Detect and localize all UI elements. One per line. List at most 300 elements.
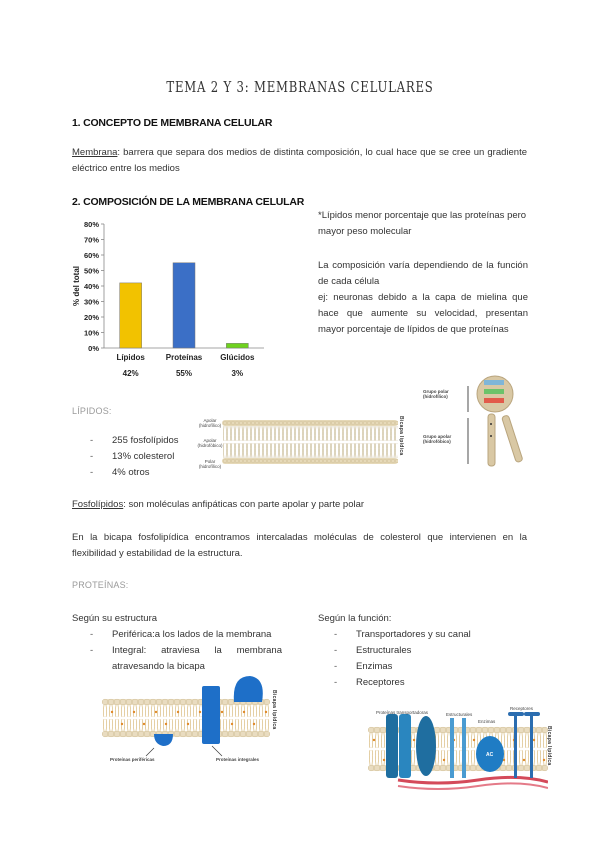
lipid-head: [374, 727, 380, 733]
lipid-head: [279, 421, 283, 425]
lipid-tail: [228, 443, 231, 458]
lipid-head: [506, 727, 512, 733]
lipid-head: [371, 459, 375, 463]
lipid-head: [267, 421, 271, 425]
bar-1: [173, 263, 195, 348]
lipid-tail: [300, 426, 303, 441]
transporter-1b: [399, 714, 411, 778]
transporter-2: [416, 716, 436, 776]
lipid-tail: [370, 733, 373, 748]
bicapa-paragraph: En la bicapa fosfolipídica encontramos intercaladas moléculas de colesterol que intervienen en la flexibilidad y estabilidad de la estructura.: [72, 532, 527, 559]
lipid-head: [307, 459, 311, 463]
lipid-tail: [308, 443, 311, 458]
lipid-head: [222, 731, 228, 737]
lipid-head: [368, 765, 374, 771]
lipid-tail: [224, 719, 227, 731]
y-tick-label: 50%: [83, 266, 99, 276]
lipid-tail: [316, 443, 319, 458]
lipid-head: [295, 421, 299, 425]
lipid-head: [132, 699, 138, 705]
cholesterol-dot: [265, 711, 267, 713]
lipid-tail: [436, 750, 439, 765]
lipid-tail: [152, 705, 155, 717]
lipid-tail: [260, 426, 263, 441]
integral-proteins-label: Proteínas integrales: [216, 757, 260, 762]
lipid-head: [440, 727, 446, 733]
lipid-tail: [116, 705, 119, 717]
lipid-head: [228, 699, 234, 705]
category-label: Glúcidos: [220, 353, 255, 362]
lipid-head: [367, 459, 371, 463]
lipid-head: [180, 731, 186, 737]
lipid-head: [307, 421, 311, 425]
data-label: 55%: [175, 369, 193, 378]
lipid-tail: [128, 705, 131, 717]
lipid-tail: [164, 705, 167, 717]
lipid-head: [287, 459, 291, 463]
lipidos-heading: LÍPIDOS:: [72, 406, 112, 416]
lipid-head: [380, 727, 386, 733]
lipid-tail: [146, 705, 149, 717]
lipid-tail: [384, 443, 387, 458]
lipid-head: [319, 421, 323, 425]
lipid-tail: [340, 426, 343, 441]
lipid-tail: [320, 443, 323, 458]
lipid-head: [343, 421, 347, 425]
lipid-head: [343, 459, 347, 463]
lipid-tail: [240, 426, 243, 441]
lipid-head: [264, 731, 270, 737]
cytoskeleton: [398, 783, 548, 789]
lipid-head: [488, 727, 494, 733]
lipid-head: [102, 699, 108, 705]
function-list: [334, 627, 471, 691]
lipid-tail: [104, 705, 107, 717]
cholesterol-dot: [253, 723, 255, 725]
lipid-head: [331, 459, 335, 463]
lipid-tail: [288, 443, 291, 458]
lipid-tail: [104, 719, 107, 731]
lipid-head: [255, 459, 259, 463]
lipid-tail: [356, 426, 359, 441]
lipid-tail: [242, 719, 245, 731]
lipid-tail: [382, 733, 385, 748]
lipid-tail: [382, 750, 385, 765]
lipid-head: [303, 459, 307, 463]
composition-bar-chart: [68, 212, 278, 382]
lipid-head: [363, 459, 367, 463]
cholesterol-dot: [413, 739, 415, 741]
lipid-tail: [472, 750, 475, 765]
lipid-head: [186, 731, 192, 737]
lipid-tail: [194, 705, 197, 717]
lipid-tail: [508, 750, 511, 765]
proteinas-heading: PROTEÍNAS:: [72, 580, 129, 590]
lipid-head: [271, 459, 275, 463]
cholesterol-dot: [111, 711, 113, 713]
note-composicion: La composición varía dependiendo de la función de cada célula: [318, 260, 528, 287]
lipid-head: [391, 459, 395, 463]
lipid-head: [359, 421, 363, 425]
lipid-tail: [260, 705, 263, 717]
section-1-heading: 1. CONCEPTO DE MEMBRANA CELULAR: [72, 117, 273, 129]
lipid-head: [243, 459, 247, 463]
lipid-tail: [388, 443, 391, 458]
lipid-tail: [352, 426, 355, 441]
lipid-head: [536, 765, 542, 771]
list-item: - Estructurales: [334, 643, 471, 659]
lipid-tail: [176, 719, 179, 731]
lipid-tail: [252, 426, 255, 441]
lipid-head: [138, 731, 144, 737]
lipid-head: [315, 459, 319, 463]
lipid-tail: [376, 733, 379, 748]
lipid-head: [168, 699, 174, 705]
lipid-tail: [268, 426, 271, 441]
lipid-tail: [368, 426, 371, 441]
lipid-head: [255, 421, 259, 425]
lipid-tail: [296, 426, 299, 441]
lipid-tail: [412, 750, 415, 765]
lipid-head: [375, 421, 379, 425]
lipid-tail: [140, 705, 143, 717]
lipid-tail: [228, 426, 231, 441]
lipid-head: [536, 727, 542, 733]
list-item: - Periférica:a los lados de la membrana: [90, 627, 282, 643]
lipid-tail: [520, 750, 523, 765]
lipid-tail: [352, 443, 355, 458]
lipid-tail: [324, 443, 327, 458]
lipid-head: [247, 459, 251, 463]
lipid-tail: [248, 705, 251, 717]
y-tick-label: 20%: [83, 313, 99, 322]
lipid-head: [506, 765, 512, 771]
category-label: Lípidos: [116, 353, 145, 362]
lipid-head: [291, 459, 295, 463]
structure-list: [90, 627, 282, 675]
apolar-group-label: Grupo apolar (hidrofóbico): [423, 434, 452, 444]
lipid-tail: [332, 426, 335, 441]
lipid-head: [263, 421, 267, 425]
lipid-tail: [264, 426, 267, 441]
cholesterol-dot: [121, 723, 123, 725]
lipid-head: [186, 699, 192, 705]
lipid-head: [355, 421, 359, 425]
lipid-tail: [392, 426, 395, 441]
cholesterol-dot: [523, 759, 525, 761]
lipid-tail: [376, 426, 379, 441]
lipid-tail: [232, 426, 235, 441]
lipid-head: [243, 421, 247, 425]
lipid-head: [267, 459, 271, 463]
receptor-2: [530, 714, 533, 778]
lipid-head: [494, 727, 500, 733]
lipid-head: [335, 459, 339, 463]
lipid-head: [283, 459, 287, 463]
lipid-head: [126, 699, 132, 705]
lipid-tail: [324, 426, 327, 441]
structure-title: Según su estructura: [72, 613, 158, 624]
lipid-head: [383, 459, 387, 463]
cholesterol-dot: [199, 711, 201, 713]
protein-function-diagram: [368, 706, 548, 798]
lipid-tail: [232, 443, 235, 458]
receptor-head: [508, 712, 524, 716]
lipid-head: [299, 459, 303, 463]
lipid-head: [331, 421, 335, 425]
cholesterol-dot: [443, 759, 445, 761]
lipid-tail: [280, 443, 283, 458]
lipid-head: [524, 765, 530, 771]
lipid-tail: [240, 443, 243, 458]
lipid-head: [379, 459, 383, 463]
lipid-tail: [360, 443, 363, 458]
enzymes-label: Enzimas: [478, 719, 496, 724]
lipid-tail: [336, 443, 339, 458]
lipid-head: [380, 765, 386, 771]
lipid-head: [470, 727, 476, 733]
lipid-tail: [236, 443, 239, 458]
lipid-tail: [356, 443, 359, 458]
lipid-head: [231, 459, 235, 463]
lipid-tail: [348, 426, 351, 441]
lipid-tail: [248, 443, 251, 458]
lipid-head: [114, 699, 120, 705]
peripheral-protein: [154, 734, 173, 746]
lipid-head: [323, 421, 327, 425]
lipid-head: [391, 421, 395, 425]
lipid-head: [234, 731, 240, 737]
lipid-tail: [442, 750, 445, 765]
list-item: - 13% colesterol: [90, 449, 179, 465]
lipid-head: [368, 727, 374, 733]
lipid-head: [228, 731, 234, 737]
lipid-head: [162, 699, 168, 705]
lipid-head: [347, 459, 351, 463]
lipid-tail: [526, 750, 529, 765]
fosfolipidos-definition: [72, 497, 532, 513]
lipid-head: [379, 421, 383, 425]
lipid-tail: [256, 426, 259, 441]
lipid-tail: [336, 426, 339, 441]
lipid-head: [303, 421, 307, 425]
lipid-tail: [264, 443, 267, 458]
y-tick-label: 0%: [88, 344, 99, 353]
lipid-tail: [348, 443, 351, 458]
lipid-head: [251, 459, 255, 463]
bar-2: [226, 343, 248, 348]
membrana-def-text: : barrera que separa dos medios de distinta composición, lo cual hace que se cree un gradiente eléctrico entre los medios: [72, 147, 527, 174]
lipid-head: [271, 421, 275, 425]
polar-group-label: Grupo polar (hidrofílico): [423, 389, 449, 399]
lipid-tail: [392, 443, 395, 458]
lipid-tail: [140, 719, 143, 731]
note-lipidos: *Lípidos menor porcentaje que las proteínas pero mayor peso molecular: [318, 210, 527, 237]
y-tick-label: 70%: [83, 235, 99, 245]
cholesterol-dot: [243, 711, 245, 713]
lipid-head: [339, 421, 343, 425]
lipid-head: [275, 421, 279, 425]
lipid-tail: [268, 443, 271, 458]
lipid-tail: [152, 719, 155, 731]
lipid-head: [315, 421, 319, 425]
lipid-head: [231, 421, 235, 425]
lipid-head: [299, 421, 303, 425]
data-label: 3%: [231, 369, 244, 378]
protein-structure-diagram: [102, 676, 270, 766]
lipid-tail: [188, 705, 191, 717]
fig2-side-label: Bicapa lipídica: [546, 726, 552, 766]
lipid-tail: [364, 443, 367, 458]
receptors-label: Receptores: [510, 706, 534, 711]
lipid-head: [259, 421, 263, 425]
lipid-tail: [194, 719, 197, 731]
lipid-head: [275, 459, 279, 463]
lipid-tail: [508, 733, 511, 748]
lipid-head: [476, 727, 482, 733]
bar-0: [120, 283, 142, 348]
lipid-tail: [230, 705, 233, 717]
lipid-head: [192, 699, 198, 705]
lipid-head: [264, 699, 270, 705]
lipid-tail: [344, 426, 347, 441]
lipid-tail: [364, 426, 367, 441]
y-tick-label: 40%: [83, 282, 99, 291]
lipid-tail: [236, 705, 239, 717]
lipid-head: [518, 765, 524, 771]
lipid-tail: [316, 426, 319, 441]
bilayer-label-bottom: Polar (hidrofílico): [198, 459, 222, 469]
lipid-tail: [122, 705, 125, 717]
lipid-tail: [328, 443, 331, 458]
fig1-side-label: Bicapa lipídica: [271, 690, 277, 730]
lipid-tail: [158, 705, 161, 717]
receptor-head: [524, 712, 540, 716]
lipid-tail: [538, 750, 541, 765]
lipid-head: [108, 731, 114, 737]
lipid-head: [251, 421, 255, 425]
lipid-head: [359, 459, 363, 463]
lipidos-list: [90, 433, 179, 481]
lipid-head: [227, 459, 231, 463]
lipid-head: [311, 421, 315, 425]
lipid-head: [102, 731, 108, 737]
category-label: Proteínas: [165, 353, 203, 362]
lipid-tail: [370, 750, 373, 765]
lipid-head: [227, 421, 231, 425]
lipid-tail: [284, 443, 287, 458]
lipid-head: [291, 421, 295, 425]
lipid-tail: [276, 443, 279, 458]
lipid-tail: [312, 443, 315, 458]
lipid-head: [120, 731, 126, 737]
cholesterol-dot: [133, 711, 135, 713]
lipid-tail: [380, 443, 383, 458]
lipid-tail: [442, 733, 445, 748]
pointer-line: [212, 746, 222, 756]
lipid-head: [279, 459, 283, 463]
lipid-head: [327, 421, 331, 425]
lipid-tail: [312, 426, 315, 441]
lipid-head: [108, 699, 114, 705]
lipid-head: [120, 699, 126, 705]
lipid-head: [252, 731, 258, 737]
list-item: - Transportadores y su canal: [334, 627, 471, 643]
cholesterol-dot: [221, 711, 223, 713]
membrana-definition: [72, 145, 527, 177]
lipid-tail: [304, 443, 307, 458]
lipid-head: [387, 459, 391, 463]
lipid-tail: [292, 443, 295, 458]
lipid-tail: [170, 705, 173, 717]
lipid-head: [239, 421, 243, 425]
bilayer-side-label: Bicapa lipídica: [398, 416, 404, 456]
lipid-tail: [292, 426, 295, 441]
cholesterol-dot: [187, 723, 189, 725]
lipid-head: [246, 731, 252, 737]
y-axis-label: % del total: [72, 265, 81, 307]
y-tick-label: 60%: [83, 251, 99, 260]
lipid-head: [180, 699, 186, 705]
lipid-head: [240, 731, 246, 737]
lipid-head: [283, 421, 287, 425]
lipid-head: [174, 731, 180, 737]
lipid-tail: [368, 443, 371, 458]
lipid-tail: [308, 426, 311, 441]
cholesterol-dot: [373, 739, 375, 741]
lipid-head: [150, 699, 156, 705]
lipid-head: [327, 459, 331, 463]
lipid-tail: [182, 705, 185, 717]
function-title: Según la función:: [318, 613, 392, 624]
lipid-tail: [380, 426, 383, 441]
structural-label: Estructurales: [446, 712, 473, 717]
membrana-term: Membrana: [72, 147, 118, 158]
lipid-head: [295, 459, 299, 463]
list-item: - 4% otros: [90, 465, 179, 481]
lipid-head: [383, 421, 387, 425]
list-item: - Enzimas: [334, 659, 471, 675]
lipid-head: [434, 765, 440, 771]
lipid-tail: [332, 443, 335, 458]
ac-enzyme-label: AC: [486, 752, 494, 758]
lipid-tail: [284, 426, 287, 441]
lipid-tail: [110, 719, 113, 731]
cholesterol-dot: [143, 723, 145, 725]
lipid-head: [347, 421, 351, 425]
lipid-tail: [252, 443, 255, 458]
peripheral-proteins-label: Proteínas periféricas: [110, 757, 155, 762]
receptor-1: [514, 714, 517, 778]
cholesterol-dot: [533, 739, 535, 741]
lipid-tail: [344, 443, 347, 458]
cholesterol-dot: [155, 711, 157, 713]
cholesterol-dot: [473, 739, 475, 741]
cholesterol-dot: [543, 759, 545, 761]
lipid-tail: [236, 719, 239, 731]
lipid-head: [239, 459, 243, 463]
lipid-tail: [260, 719, 263, 731]
lipid-tail: [116, 719, 119, 731]
lipid-head: [387, 421, 391, 425]
lipid-tail: [266, 719, 269, 731]
transport-proteins-label: Proteínas transportadoras: [376, 710, 429, 715]
lipid-tail: [360, 426, 363, 441]
cholesterol-dot: [383, 759, 385, 761]
lipid-tail: [340, 443, 343, 458]
lipid-head: [144, 731, 150, 737]
lipid-tail: [224, 705, 227, 717]
